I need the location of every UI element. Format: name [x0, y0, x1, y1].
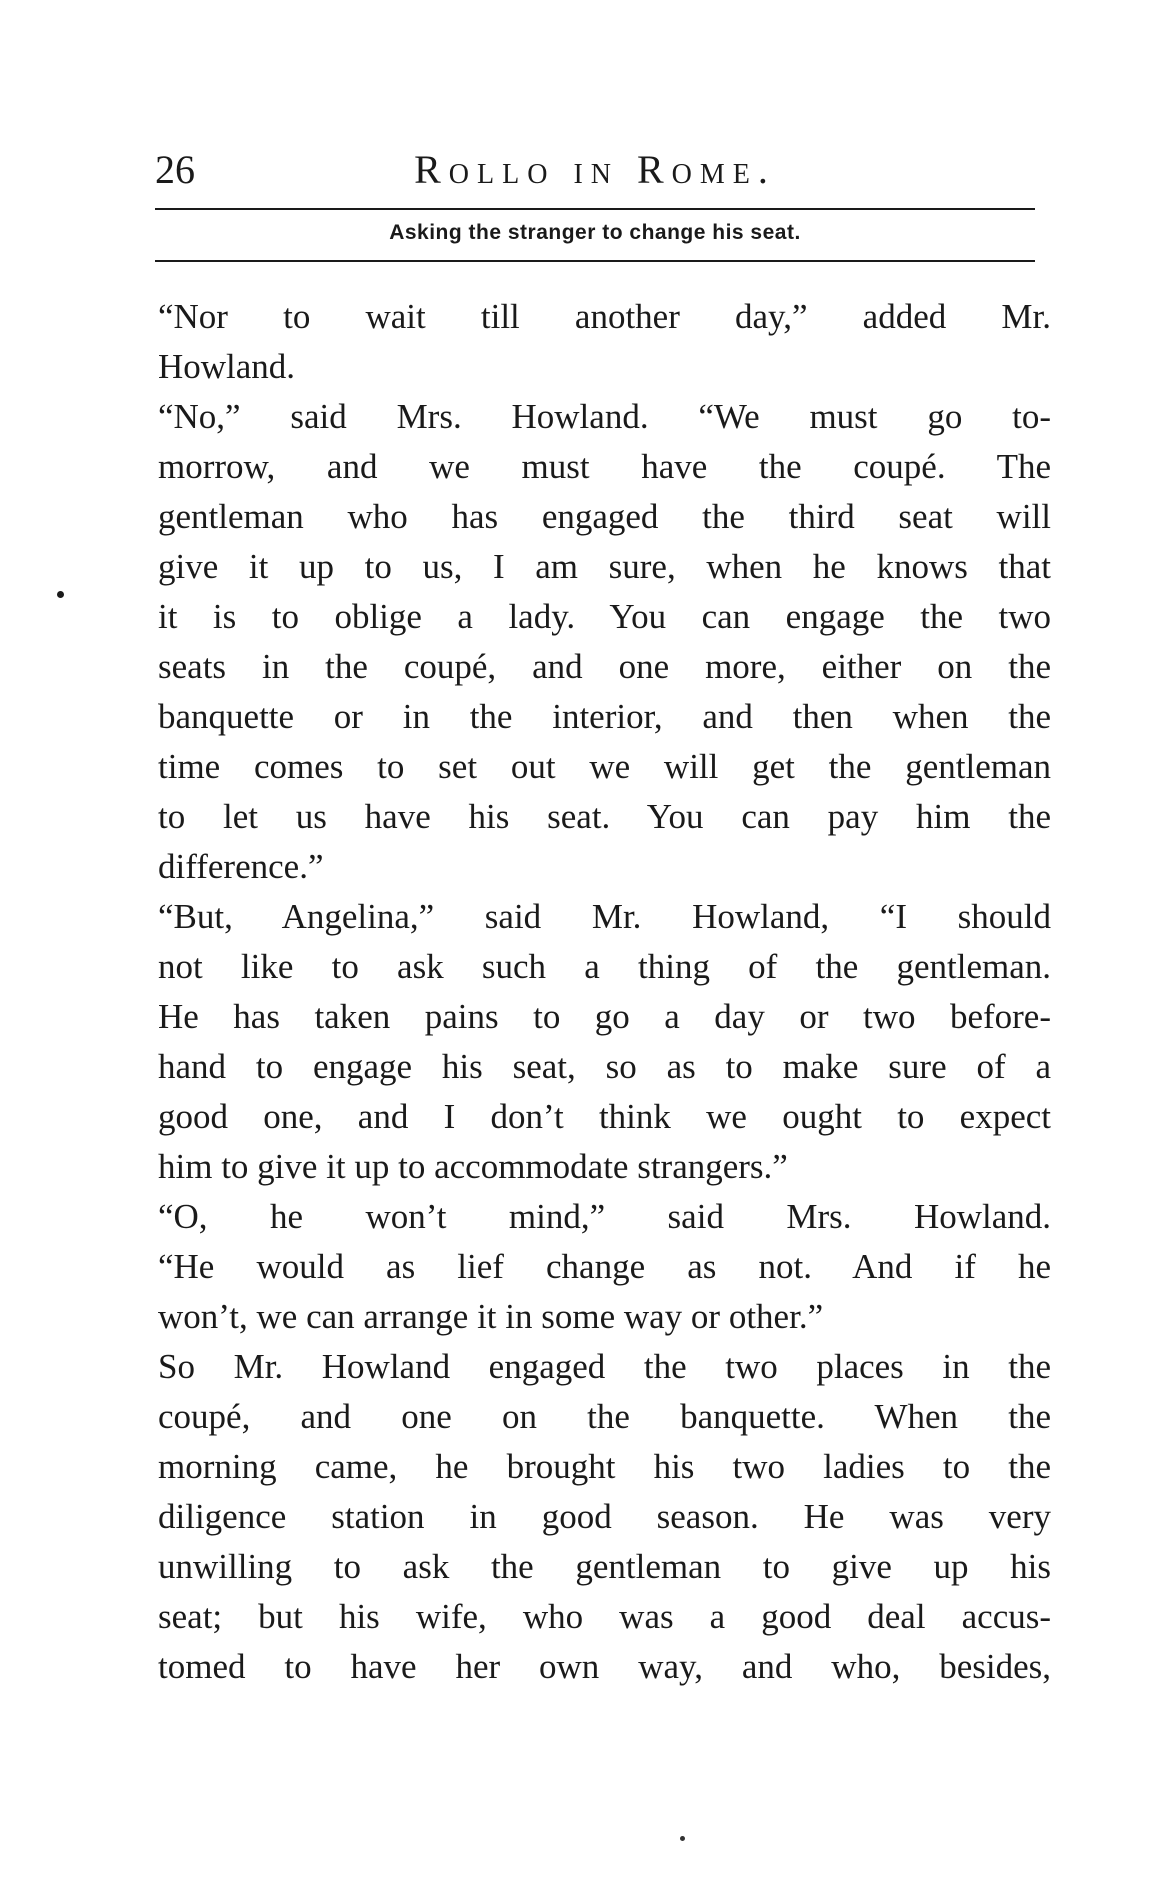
text-line: morning came, he brought his two ladies to the — [158, 1447, 1051, 1486]
page-number: 26 — [155, 147, 195, 192]
header-rule-bottom — [155, 260, 1035, 262]
text-line: tomed to have her own way, and who, besides, — [158, 1647, 1051, 1686]
text-line: difference.” — [158, 847, 324, 886]
text-line: He has taken pains to go a day or two before- — [158, 997, 1051, 1036]
text-line: to let us have his seat. You can pay him the — [158, 797, 1051, 836]
text-line: coupé, and one on the banquette. When the — [158, 1397, 1051, 1436]
section-heading: Asking the stranger to change his seat. — [389, 221, 801, 244]
text-line: gentleman who has engaged the third seat will — [158, 497, 1051, 536]
text-line: “Nor to wait till another day,” added Mr. — [158, 297, 1051, 336]
text-line: give it up to us, I am sure, when he knows that — [158, 547, 1051, 586]
text-line: seats in the coupé, and one more, either on the — [158, 647, 1051, 686]
text-line: seat; but his wife, who was a good deal accus- — [158, 1597, 1051, 1636]
text-line: him to give it up to accommodate strangers.” — [158, 1147, 788, 1186]
text-line: time comes to set out we will get the gentleman — [158, 747, 1051, 786]
text-line: Howland. — [158, 347, 296, 386]
text-line: diligence station in good season. He was very — [158, 1497, 1051, 1536]
book-title: Rollo in Rome. — [414, 147, 776, 192]
text-line: “No,” said Mrs. Howland. “We must go to- — [158, 397, 1051, 436]
margin-ink-dot — [57, 591, 64, 598]
text-line: hand to engage his seat, so as to make sure of a — [158, 1047, 1051, 1086]
text-line: “He would as lief change as not. And if he — [158, 1247, 1051, 1286]
text-line: good one, and I don’t think we ought to expect — [158, 1097, 1051, 1136]
text-line: morrow, and we must have the coupé. The — [158, 447, 1051, 486]
bottom-ink-dot — [680, 1836, 685, 1841]
header-rule-top — [155, 208, 1035, 210]
text-line: won’t, we can arrange it in some way or other.” — [158, 1297, 824, 1336]
text-line: banquette or in the interior, and then when the — [158, 697, 1051, 736]
text-line: “O, he won’t mind,” said Mrs. Howland. — [158, 1197, 1051, 1236]
body-text — [158, 292, 1051, 1692]
running-head — [155, 140, 1035, 200]
text-line: not like to ask such a thing of the gentleman. — [158, 947, 1051, 986]
text-line: unwilling to ask the gentleman to give up his — [158, 1547, 1051, 1586]
text-line: “But, Angelina,” said Mr. Howland, “I should — [158, 897, 1051, 936]
text-line: So Mr. Howland engaged the two places in the — [158, 1347, 1051, 1386]
text-line: it is to oblige a lady. You can engage the two — [158, 597, 1051, 636]
